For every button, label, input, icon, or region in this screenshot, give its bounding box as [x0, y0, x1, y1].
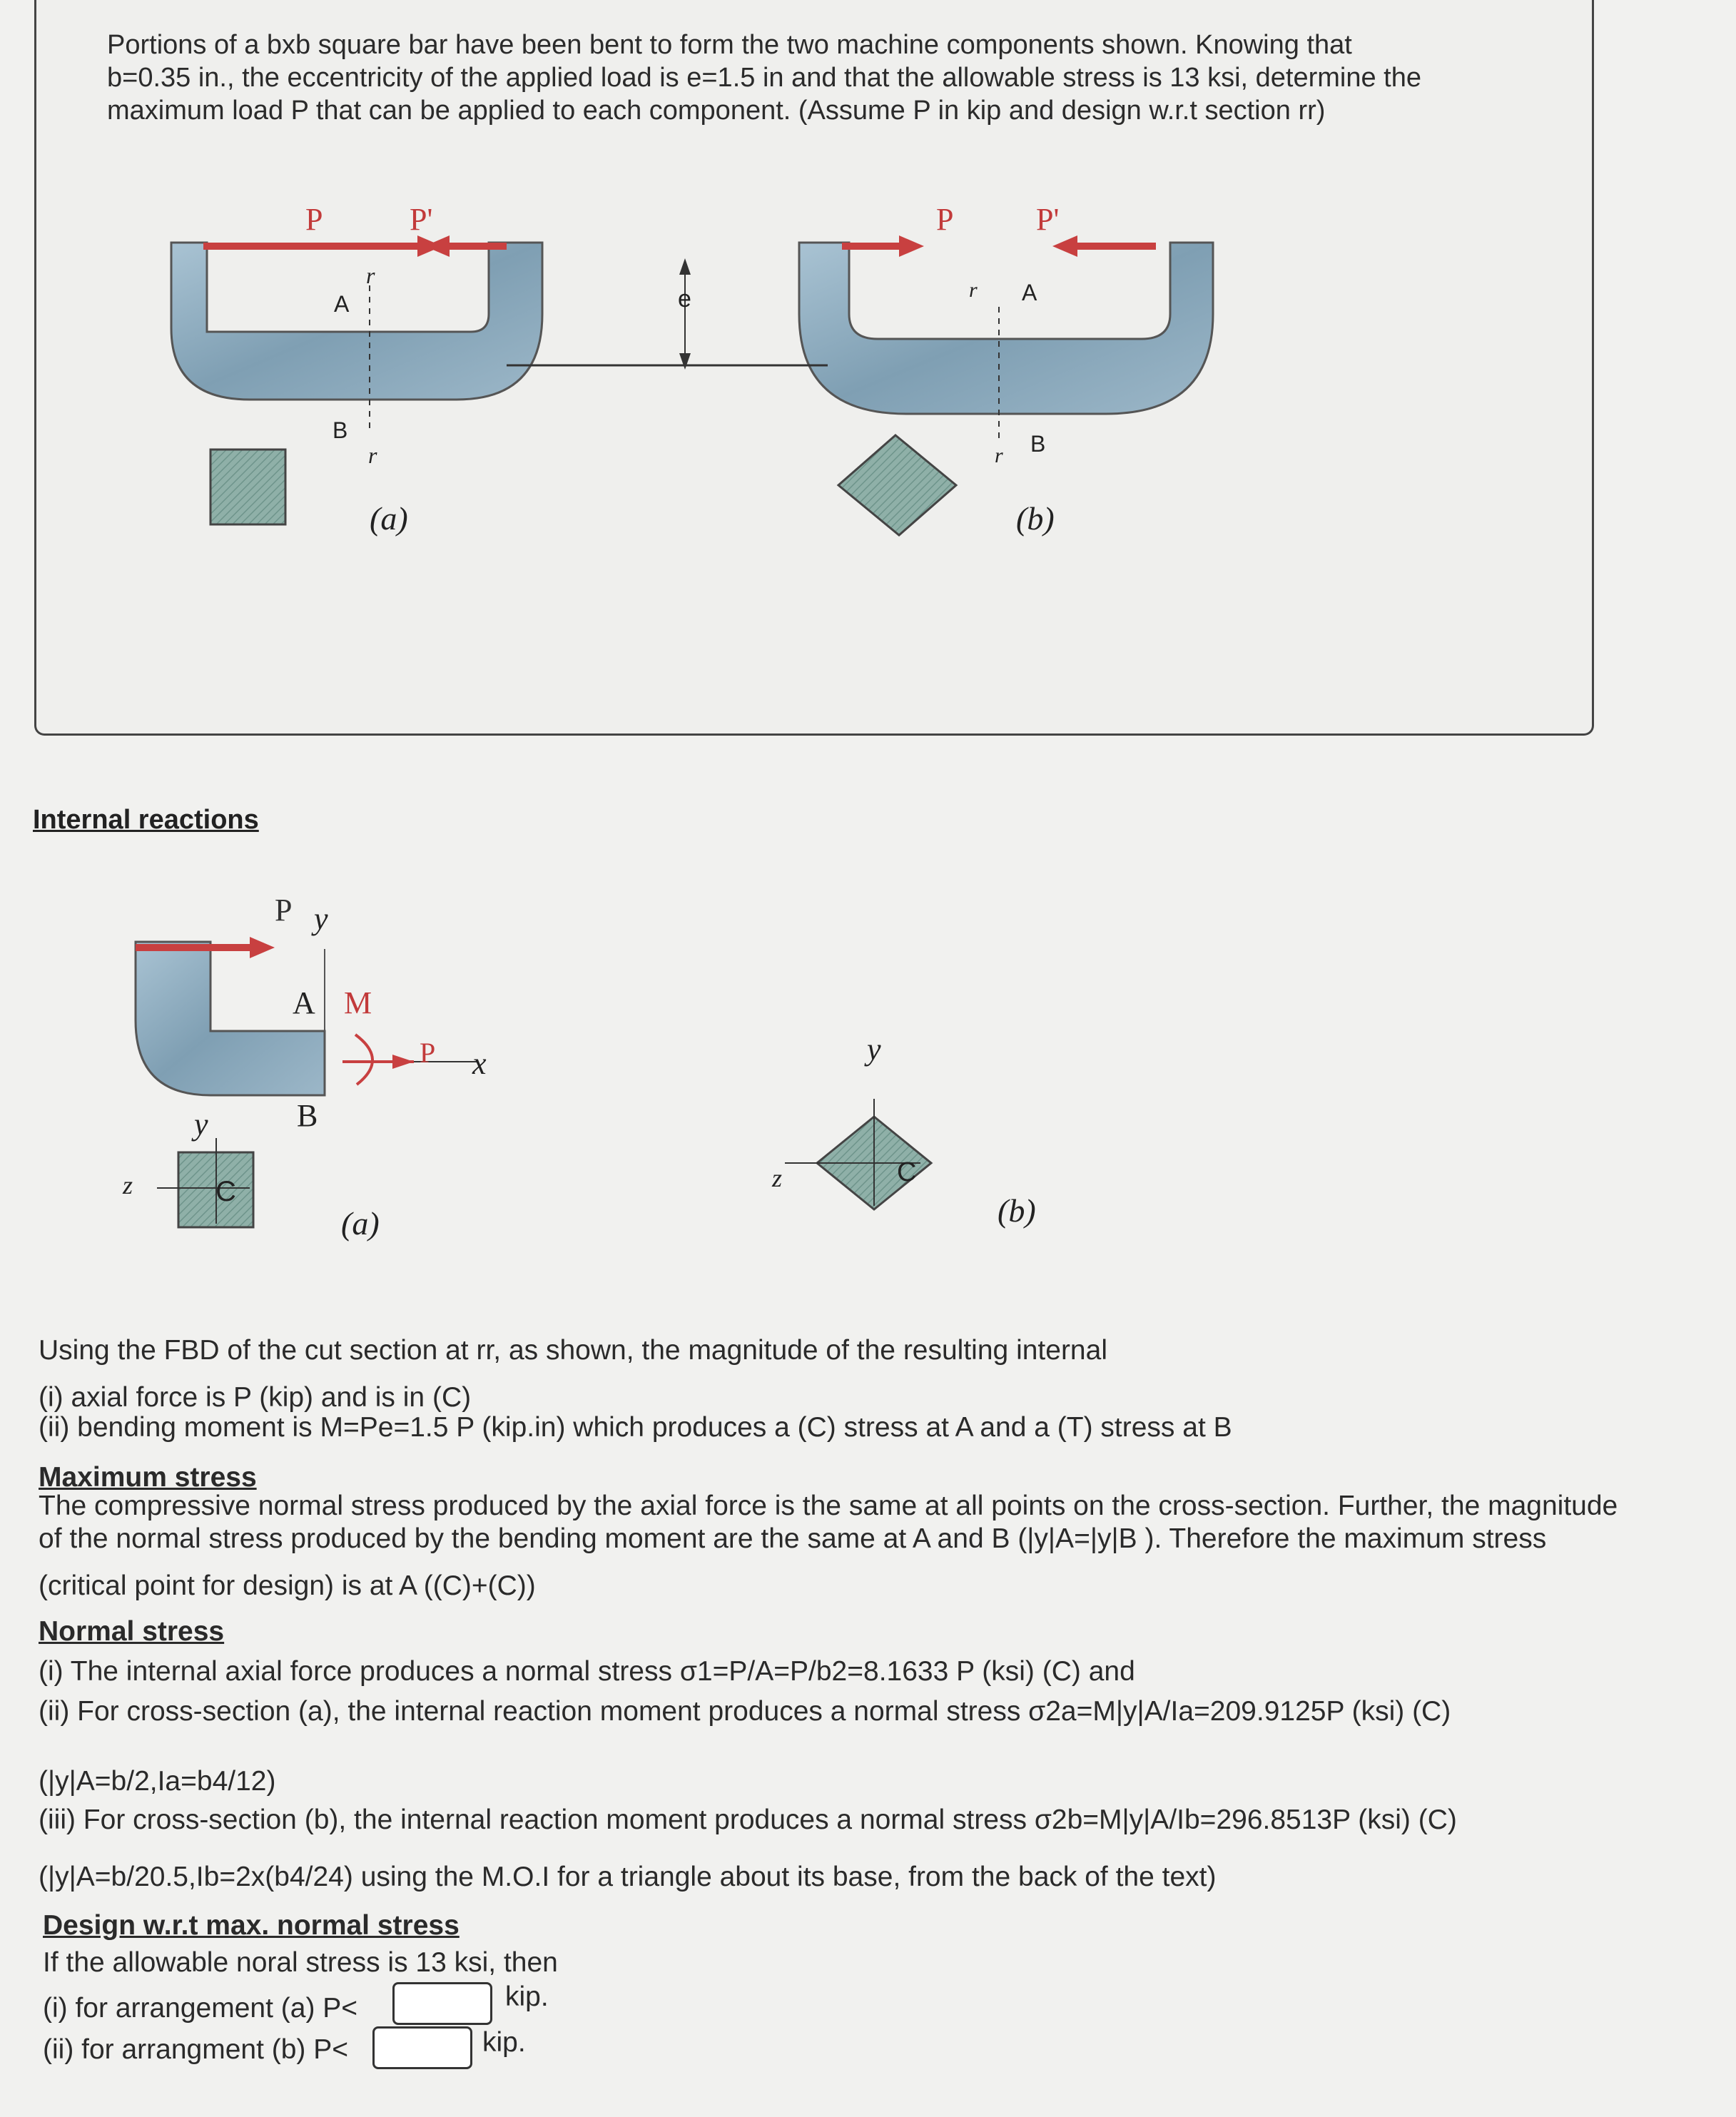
fbd-label-px: P [420, 1037, 436, 1069]
answer-b-input[interactable] [372, 2026, 472, 2069]
component-b [799, 243, 1213, 414]
solution-item-2: (ii) bending moment is M=Pe=1.5 P (kip.in) which produces a (C) stress at A and a (T) stress at B [39, 1412, 1232, 1443]
fbd-label-y2: y [194, 1107, 208, 1142]
normal-stress-3b: (|y|A=b/20.5,Ib=2x(b4/24) using the M.O.I for a triangle about its base, from the back of the text) [39, 1862, 1217, 1892]
fbd-label-m: M [344, 985, 372, 1020]
fbd-figure [107, 906, 1142, 1249]
solution-item-1: (i) axial force is P (kip) and is in (C) [39, 1382, 472, 1413]
problem-line-1: Portions of a bxb square bar have been bent to form the two machine components shown. Knowing that [107, 30, 1352, 60]
internal-reactions-title: Internal reactions [33, 805, 259, 835]
label-b-top: B [333, 417, 348, 443]
label-r-top-a: r [366, 263, 375, 288]
solution-intro: Using the FBD of the cut section at rr, as shown, the magnitude of the resulting internal [39, 1335, 1107, 1366]
normal-stress-title: Normal stress [39, 1616, 225, 1647]
label-p-b: P [936, 202, 954, 237]
fbd-label-c: C [215, 1176, 236, 1207]
design-b-label: (ii) for arrangment (b) P< [43, 2034, 349, 2065]
problem-line-3: maximum load P that can be applied to each component. (Assume P in kip and design w.r.t section rr) [107, 96, 1326, 126]
design-a-label: (i) for arrangement (a) P< [43, 1993, 358, 2024]
fbd-caption-a: (a) [341, 1205, 380, 1242]
normal-stress-3: (iii) For cross-section (b), the internal reaction moment produces a normal stress σ2b=M|y|A/Ib=296.8513P (ksi) (C) [39, 1804, 1457, 1835]
design-title: Design w.r.t max. normal stress [43, 1910, 460, 1941]
normal-stress-1: (i) The internal axial force produces a normal stress σ1=P/A=P/b2=8.1633 P (ksi) (C) and [39, 1656, 1135, 1687]
caption-top-b: (b) [1016, 500, 1055, 537]
problem-statement [107, 29, 1527, 127]
fbd-label-z: z [123, 1171, 133, 1199]
component-figure [143, 186, 1256, 557]
max-stress-title: Maximum stress [39, 1462, 257, 1493]
normal-stress-2: (ii) For cross-section (a), the internal reaction moment produces a normal stress σ2a=M|y|A/Ia=209.9125P (ksi) (C) [39, 1696, 1451, 1727]
label-r-bottom-a: r [368, 442, 377, 468]
label-a-top-b: A [1022, 280, 1037, 305]
unit-b: kip. [482, 2027, 526, 2058]
fbd-label-a: A [293, 985, 315, 1020]
label-a-top: A [334, 291, 350, 317]
fbd-label-y: y [314, 901, 328, 936]
diamond-section-b [838, 435, 956, 535]
answer-a-input[interactable] [392, 1982, 492, 2025]
fbd-label-c-b: C [897, 1157, 917, 1187]
fbd-label-x: x [472, 1046, 487, 1081]
design-intro: If the allowable noral stress is 13 ksi, then [43, 1947, 558, 1978]
caption-top-a: (a) [370, 500, 408, 537]
label-e: e [678, 285, 691, 313]
unit-a: kip. [505, 1981, 549, 2012]
label-b-top-b: B [1030, 431, 1046, 457]
fbd-label-z-b: z [772, 1164, 783, 1192]
label-r-bottom-b: r [995, 444, 1003, 467]
component-a [171, 243, 542, 400]
max-stress-line-3: (critical point for design) is at A ((C)+(C)) [39, 1570, 536, 1601]
fbd-label-y-b: y [867, 1032, 881, 1067]
normal-stress-2b: (|y|A=b/2,Ia=b4/12) [39, 1766, 276, 1797]
fbd-label-p: P [275, 893, 293, 928]
max-stress-line-2: of the normal stress produced by the bending moment are the same at A and B (|y|A=|y|B ). Therefore the maximum stress [39, 1523, 1547, 1554]
label-pprime-a: P' [410, 202, 433, 237]
label-pprime-b: P' [1036, 202, 1060, 237]
square-section-a [210, 450, 285, 524]
problem-line-2: b=0.35 in., the eccentricity of the applied load is e=1.5 in and that the allowable stress is 13 ksi, determine the [107, 63, 1421, 93]
label-p-a: P [305, 202, 323, 237]
fbd-caption-b: (b) [998, 1192, 1036, 1229]
fbd-label-b: B [297, 1098, 318, 1133]
max-stress-line-1: The compressive normal stress produced by the axial force is the same at all points on the cross-section. Further, the magnitude [39, 1491, 1618, 1521]
label-r-top-b: r [969, 278, 978, 302]
